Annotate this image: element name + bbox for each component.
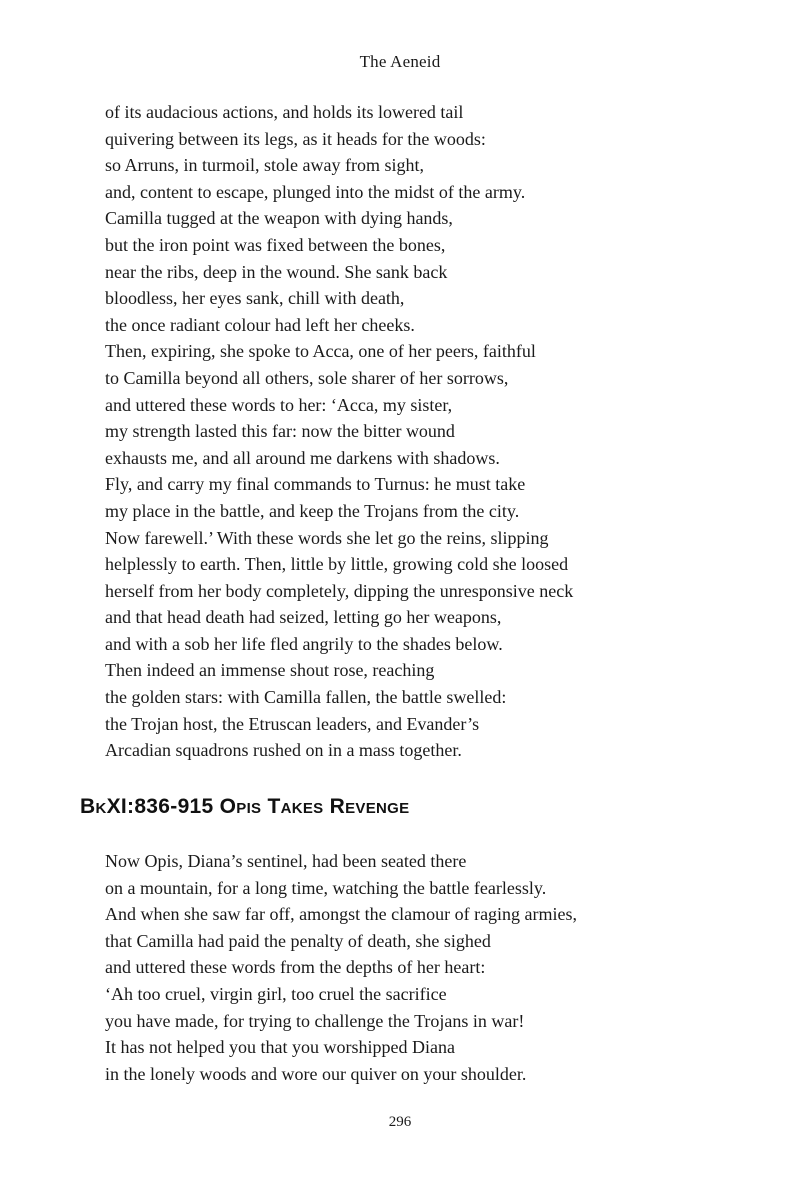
verse-line: And when she saw far off, amongst the clamour of raging armies, — [105, 904, 578, 925]
verse-line: the once radiant colour had left her cheeks. — [105, 314, 415, 335]
verse-line: of its audacious actions, and holds its lowered tail — [105, 102, 464, 122]
verse-line: you have made, for trying to challenge the Trojans in war! — [105, 1010, 525, 1031]
verse-line: near the ribs, deep in the wound. She sank back — [105, 261, 448, 282]
running-head: The Aeneid — [359, 52, 441, 71]
verse-line: Then, expiring, she spoke to Acca, one of her peers, faithful — [105, 341, 536, 362]
verse-line: on a mountain, for a long time, watching the battle fearlessly. — [105, 877, 547, 898]
verse-line: my place in the battle, and keep the Trojans from the city. — [105, 500, 520, 521]
poem-passage-top — [105, 99, 573, 764]
verse-line: It has not helped you that you worshipped Diana — [105, 1037, 455, 1058]
verse-line: Fly, and carry my final commands to Turnus: he must take — [105, 474, 526, 495]
verse-line: and with a sob her life fled angrily to the shades below. — [105, 633, 503, 654]
verse-line: and uttered these words to her: ‘Acca, my sister, — [105, 394, 453, 415]
verse-line: Now Opis, Diana’s sentinel, had been seated there — [105, 851, 467, 871]
verse-line: Camilla tugged at the weapon with dying hands, — [105, 208, 453, 229]
verse-line: the golden stars: with Camilla fallen, the battle swelled: — [105, 687, 507, 708]
verse-line: and, content to escape, plunged into the midst of the army. — [105, 181, 526, 202]
section-heading: BkXI:836-915 Opis Takes Revenge — [80, 795, 410, 818]
verse-line: Now farewell.’ With these words she let go the reins, slipping — [105, 527, 549, 548]
verse-line: quivering between its legs, as it heads for the woods: — [105, 128, 486, 149]
verse-line: that Camilla had paid the penalty of death, she sighed — [105, 930, 491, 951]
verse-line: in the lonely woods and wore our quiver on your shoulder. — [105, 1063, 527, 1084]
verse-line: my strength lasted this far: now the bitter wound — [105, 421, 455, 442]
verse-line: so Arruns, in turmoil, stole away from sight, — [105, 155, 424, 176]
verse-line: exhausts me, and all around me darkens with shadows. — [105, 447, 500, 468]
verse-line: the Trojan host, the Etruscan leaders, and Evander’s — [105, 713, 480, 734]
verse-line: Then indeed an immense shout rose, reaching — [105, 660, 435, 681]
verse-line: Arcadian squadrons rushed on in a mass together. — [105, 740, 462, 761]
verse-line: ‘Ah too cruel, virgin girl, too cruel the sacrifice — [105, 983, 447, 1004]
verse-line: bloodless, her eyes sank, chill with death, — [105, 288, 405, 309]
page-number: 296 — [388, 1114, 412, 1130]
poem-passage-bottom — [105, 848, 577, 1087]
verse-line: to Camilla beyond all others, sole sharer of her sorrows, — [105, 367, 509, 388]
verse-line: and uttered these words from the depths of her heart: — [105, 957, 486, 978]
verse-line: but the iron point was fixed between the bones, — [105, 234, 446, 255]
verse-line: and that head death had seized, letting go her weapons, — [105, 607, 502, 628]
verse-line: helplessly to earth. Then, little by little, growing cold she loosed — [105, 554, 569, 575]
verse-line: herself from her body completely, dipping the unresponsive neck — [105, 580, 574, 601]
